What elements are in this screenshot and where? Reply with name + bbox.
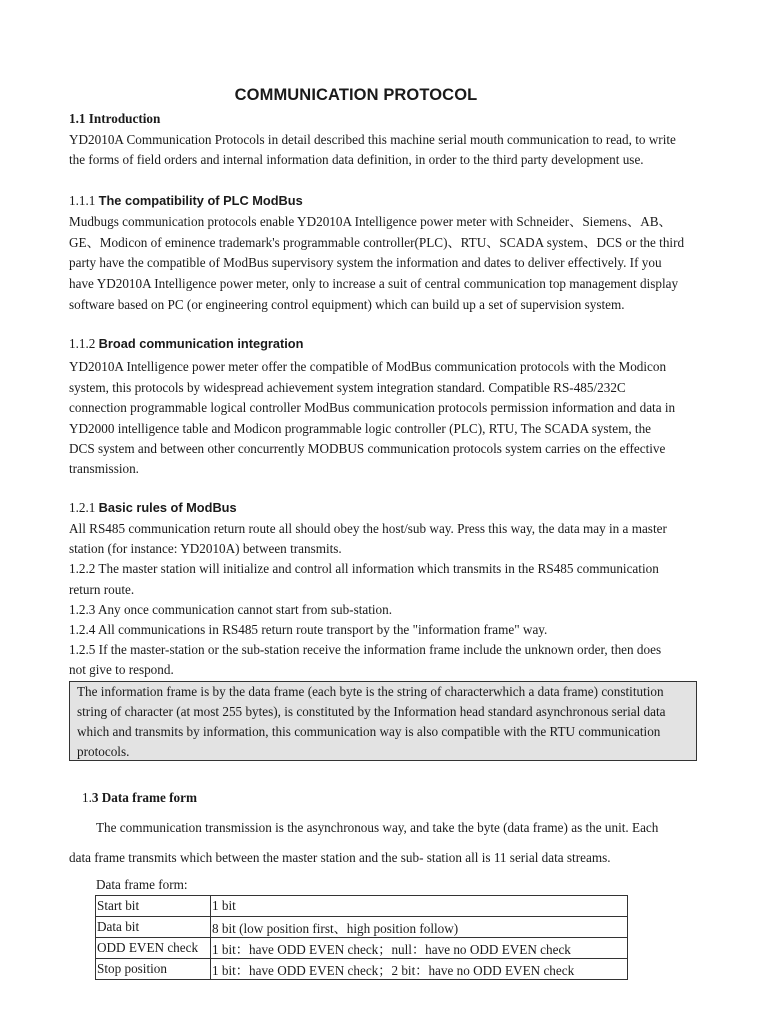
table-caption: Data frame form: (96, 877, 188, 892)
paragraph-line: have YD2010A Intelligence power meter, only to increase a suit of central communication top management display (69, 276, 679, 291)
paragraph-line: The communication transmission is the asynchronous way, and take the byte (data frame) as the unit. Each (96, 820, 659, 835)
table-row (96, 938, 628, 959)
section-number: 1.1.1 (69, 193, 96, 208)
paragraph-line: 1.2.5 If the master-station or the sub-station receive the information frame include the unknown order, then does (69, 642, 662, 657)
table-cell: Stop position (96, 959, 211, 980)
section-title: Basic rules of ModBus (98, 500, 237, 515)
section-heading-1-1-1 (69, 193, 303, 209)
paragraph-line: YD2000 intelligence table and Modicon programmable logic controller (PLC), RTU, The SCADA system, the (69, 421, 652, 436)
note-line: string of character (at most 255 bytes), is constituted by the Information head standard asynchronous serial data (77, 704, 666, 719)
paragraph-line: connection programmable logical controller ModBus communication protocols permission information and data in (69, 400, 676, 415)
table-cell: 1 bit (211, 896, 628, 917)
section-title: The compatibility of PLC ModBus (98, 193, 303, 208)
section-heading-1-3 (82, 790, 197, 806)
paragraph-line: GE、Modicon of eminence trademark's programmable controller(PLC)、RTU、SCADA system、DCS or the third (69, 235, 685, 250)
section-title: 3 Data frame form (91, 790, 197, 805)
table-cell: Start bit (96, 896, 211, 917)
note-line: which and transmits by information, this communication way is also compatible with the RTU communication (77, 724, 661, 739)
information-frame-note-box (69, 681, 697, 761)
paragraph-line: DCS system and between other concurrently MODBUS communication protocols system carries on the effective (69, 441, 666, 456)
paragraph-line: the forms of field orders and internal information data definition, in order to the third party development use. (69, 152, 644, 167)
table-cell: 1 bit：have ODD EVEN check；2 bit：have no ODD EVEN check (211, 959, 628, 980)
paragraph-line: YD2010A Communication Protocols in detail described this machine serial mouth communication to read, to write (69, 132, 676, 147)
paragraph-line: system, this protocols by widespread achievement system integration standard. Compatible RS-485/232C (69, 380, 626, 395)
data-frame-table (95, 895, 628, 980)
table-cell: 1 bit：have ODD EVEN check；null：have no ODD EVEN check (211, 938, 628, 959)
section-number: 1.2.1 (69, 500, 96, 515)
note-line: protocols. (77, 744, 130, 759)
paragraph-line: All RS485 communication return route all should obey the host/sub way. Press this way, the data may in a master (69, 521, 667, 536)
paragraph-line: party have the compatible of ModBus supervisory system the information and dates to deliver effectively. If you (69, 255, 662, 270)
section-heading-1-2-1 (69, 500, 237, 516)
paragraph-line: not give to respond. (69, 662, 174, 677)
paragraph-line: YD2010A Intelligence power meter offer the compatible of ModBus communication protocols with the Modicon (69, 359, 667, 374)
table-cell: 8 bit (low position first、high position follow) (211, 917, 628, 938)
section-heading-1-1: 1.1 Introduction (69, 111, 161, 126)
paragraph-line: 1.2.2 The master station will initialize and control all information which transmits in the RS485 communication (69, 561, 659, 576)
paragraph-line: transmission. (69, 461, 139, 476)
note-line: The information frame is by the data frame (each byte is the string of characterwhich a data frame) constitution (77, 684, 664, 699)
table-row (96, 896, 628, 917)
table-cell: ODD EVEN check (96, 938, 211, 959)
section-number: 1. (82, 790, 92, 805)
paragraph-line: station (for instance: YD2010A) between transmits. (69, 541, 342, 556)
section-number: 1.1.2 (69, 336, 96, 351)
paragraph-line: software based on PC (or engineering control equipment) which can build up a set of supervision system. (69, 297, 625, 312)
paragraph-line: 1.2.3 Any once communication cannot start from sub-station. (69, 602, 393, 617)
paragraph-line: return route. (69, 582, 135, 597)
paragraph-line: Mudbugs communication protocols enable YD2010A Intelligence power meter with Schneider、Siemens、AB、 (69, 214, 672, 229)
section-heading-1-1-2 (69, 336, 303, 352)
table-row (96, 959, 628, 980)
page-title: COMMUNICATION PROTOCOL (234, 86, 478, 104)
paragraph-line: data frame transmits which between the master station and the sub- station all is 11 serial data streams. (69, 850, 611, 865)
table-row (96, 917, 628, 938)
paragraph-line: 1.2.4 All communications in RS485 return route transport by the "information frame" way. (69, 622, 548, 637)
table-cell: Data bit (96, 917, 211, 938)
section-title: Broad communication integration (98, 336, 304, 351)
